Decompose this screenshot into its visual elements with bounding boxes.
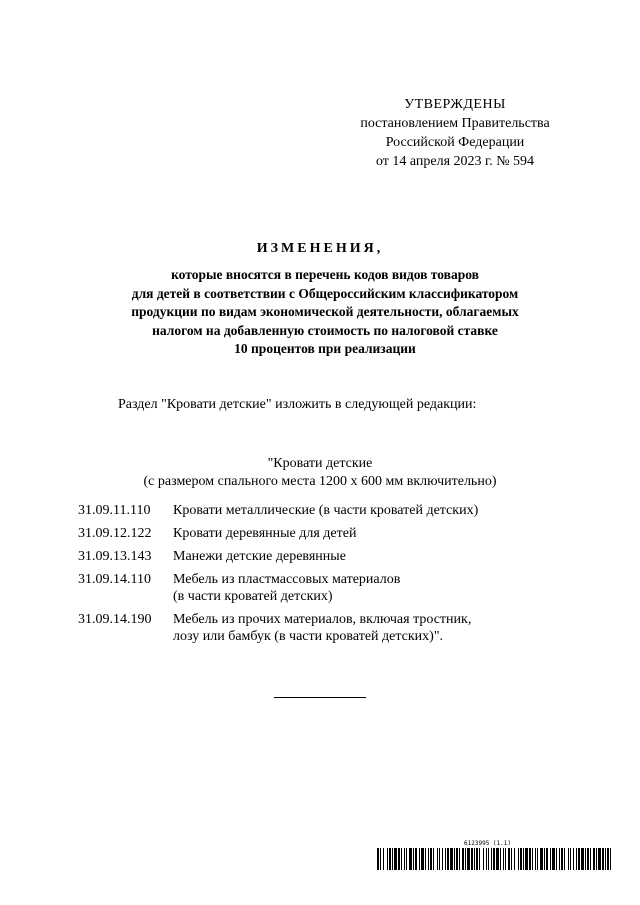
barcode-bar: [596, 848, 597, 870]
barcode-bar: [380, 848, 381, 870]
document-title: ИЗМЕНЕНИЯ,: [256, 241, 384, 256]
barcode-bar: [532, 848, 533, 870]
barcode-bar: [590, 848, 591, 870]
barcode-bar: [467, 848, 470, 870]
barcode-bar: [450, 848, 453, 870]
barcode-bar: [546, 848, 548, 870]
barcode-bar: [544, 848, 545, 870]
approval-title: УТВЕРЖДЕНЫ: [404, 97, 506, 112]
barcode-bar: [465, 848, 466, 870]
list-item: [60, 571, 560, 605]
instruction-text: Раздел "Кровати детские" изложить в следующей редакции:: [118, 397, 477, 412]
item-description-line: Манежи детские деревянные: [173, 549, 346, 564]
section-heading: [80, 455, 560, 491]
approval-line-3: от 14 апреля 2023 г. № 594: [375, 154, 535, 169]
item-code: 31.09.12.122: [78, 526, 152, 541]
item-code: 31.09.14.110: [78, 572, 151, 587]
barcode-bar: [430, 848, 432, 870]
subtitle-line-5: 10 процентов при реализации: [234, 341, 416, 356]
item-description-line: Мебель из прочих материалов, включая тростник,: [173, 612, 472, 627]
barcode-bar: [406, 848, 407, 870]
barcode-bar: [433, 848, 434, 870]
barcode-bar: [389, 848, 391, 870]
list-item: [60, 525, 560, 542]
barcode-bar: [394, 848, 397, 870]
section-subtitle: (с размером спального места 1200 х 600 мм включительно): [143, 474, 497, 489]
barcode-bar: [505, 848, 506, 870]
section-title: "Кровати детские: [267, 456, 373, 471]
barcode-bar: [439, 848, 440, 870]
barcode-bar: [514, 848, 515, 870]
barcode-bar: [573, 848, 574, 870]
barcode-bar: [387, 848, 388, 870]
subtitle-line-2: для детей в соответствии с Общероссийским классификатором: [131, 285, 519, 301]
barcode-bar: [520, 848, 522, 870]
barcode-bar: [552, 848, 555, 870]
barcode-bar: [437, 848, 438, 870]
item-description-line: Кровати металлические (в части кроватей детских): [173, 503, 479, 518]
barcode-bar: [398, 848, 400, 870]
barcode-bar: [581, 848, 584, 870]
barcode-bar: [537, 848, 538, 870]
barcode-bar: [602, 848, 604, 870]
list-item: [60, 611, 560, 645]
approval-block: [340, 95, 570, 171]
approval-line-2: Российской Федерации: [385, 135, 525, 150]
barcode-bar: [598, 848, 601, 870]
barcode-icon: [377, 848, 613, 870]
barcode-bar: [559, 848, 560, 870]
item-description-line: (в части кроватей детских): [173, 589, 333, 604]
barcode-bar: [488, 848, 489, 870]
item-description-line: Мебель из пластмассовых материалов: [173, 572, 401, 587]
barcode-bar: [564, 848, 565, 870]
barcode-bar: [409, 848, 412, 870]
barcode-bar: [607, 848, 609, 870]
barcode-bar: [540, 848, 543, 870]
barcode-bar: [570, 848, 571, 870]
barcode-bar: [425, 848, 426, 870]
item-description: [173, 502, 560, 519]
document-subtitle: [60, 266, 590, 359]
barcode-bar: [442, 848, 443, 870]
barcode-bar: [610, 848, 611, 870]
barcode-bar: [508, 848, 510, 870]
barcode-bar: [529, 848, 531, 870]
barcode-bar: [578, 848, 580, 870]
item-description-line: Кровати деревянные для детей: [173, 526, 357, 541]
barcode-bar: [523, 848, 524, 870]
barcode-bar: [476, 848, 478, 870]
barcode-bar: [474, 848, 475, 870]
item-description-line: лозу или бамбук (в части кроватей детских)".: [173, 629, 444, 644]
barcode-bar: [454, 848, 455, 870]
item-code: 31.09.14.190: [78, 612, 152, 627]
barcode-bar: [401, 848, 402, 870]
item-description: [173, 548, 560, 565]
barcode-bar: [456, 848, 458, 870]
item-code: 31.09.11.110: [78, 503, 151, 518]
barcode-bar: [392, 848, 393, 870]
barcode-bar: [486, 848, 487, 870]
list-item: [60, 502, 560, 519]
subtitle-line-3: продукции по видам экономической деятельности, облагаемых: [131, 304, 519, 319]
barcode-bar: [462, 848, 464, 870]
item-description: [173, 571, 560, 605]
subtitle-line-4: налогом на добавленную стоимость по налоговой ставке: [152, 322, 498, 338]
barcode-bar: [535, 848, 536, 870]
barcode-bar: [496, 848, 499, 870]
barcode-bar: [556, 848, 557, 870]
barcode-bar: [428, 848, 429, 870]
barcode-bar: [500, 848, 501, 870]
subtitle-line-1: которые вносятся в перечень кодов видов товаров: [171, 267, 479, 282]
barcode-bar: [576, 848, 577, 870]
barcode-bar: [511, 848, 512, 870]
barcode-bar: [525, 848, 528, 870]
barcode-bar: [421, 848, 424, 870]
barcode-bar: [413, 848, 414, 870]
barcode-bar: [447, 848, 449, 870]
barcode-bar: [479, 848, 480, 870]
barcode-bar: [419, 848, 420, 870]
item-code: 31.09.13.143: [78, 549, 152, 564]
barcode-bar: [561, 848, 563, 870]
barcode-bar: [483, 848, 484, 870]
barcode-bar: [605, 848, 606, 870]
barcode-bar: [491, 848, 492, 870]
barcode-bar: [585, 848, 586, 870]
barcode-bar: [404, 848, 405, 870]
barcode-bar: [550, 848, 551, 870]
barcode-bar: [568, 848, 569, 870]
barcode-number: 6123995 (1.1): [464, 840, 511, 847]
barcode-bar: [593, 848, 595, 870]
document-barcode: [377, 840, 613, 870]
barcode-bar: [493, 848, 495, 870]
barcode-bar: [377, 848, 379, 870]
barcode-bar: [471, 848, 473, 870]
approval-line-1: постановлением Правительства: [360, 116, 550, 131]
code-list: [60, 502, 560, 651]
barcode-bar: [518, 848, 519, 870]
barcode-bar: [459, 848, 460, 870]
item-description: [173, 525, 560, 542]
closing-divider: [274, 697, 366, 698]
barcode-bar: [587, 848, 589, 870]
barcode-bar: [445, 848, 446, 870]
barcode-bar: [415, 848, 417, 870]
barcode-bar: [503, 848, 504, 870]
item-description: [173, 611, 560, 645]
barcode-bar: [383, 848, 384, 870]
list-item: [60, 548, 560, 565]
